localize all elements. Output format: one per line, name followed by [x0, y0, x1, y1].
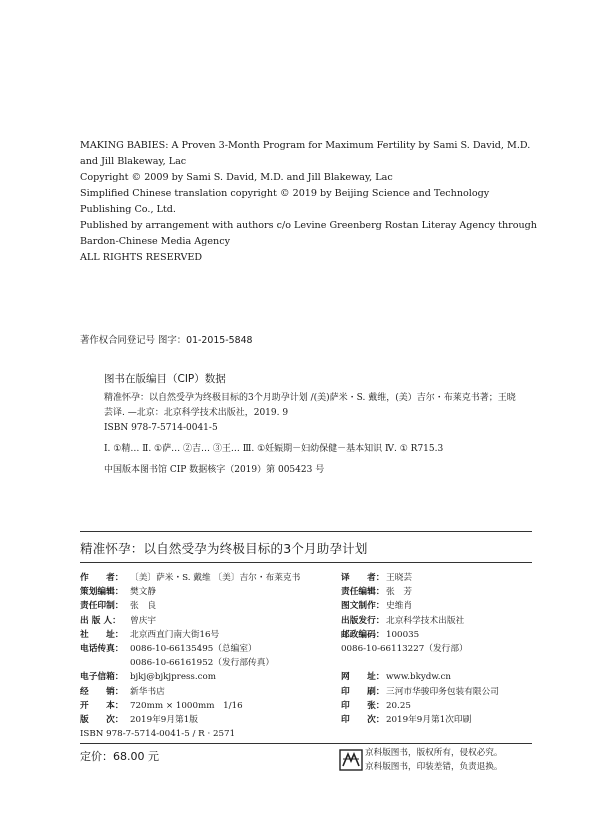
cip-subjects: Ⅰ. ①精… Ⅱ. ①萨… ②吉… ③王… Ⅲ. ①妊娠期－妇幼保健－基本知识 Ⅳ. ① R715.3 — [104, 444, 444, 454]
info-value: 720mm × 1000mm 1/16 — [130, 700, 243, 711]
info-value: 史维肖 — [386, 601, 413, 612]
info-value: 樊文静 — [130, 587, 157, 598]
cip-isbn: ISBN 978-7-5714-0041-5 — [104, 423, 218, 433]
divider-title — [80, 562, 532, 563]
price: 定价：68.00 元 — [80, 750, 159, 763]
info-row-author — [80, 571, 325, 585]
divider-top — [80, 531, 532, 532]
info-label: 策划编辑： — [80, 587, 124, 598]
info-value: 〔美〕萨米・S. 戴维 〔美〕吉尔・布莱克书 — [130, 573, 301, 583]
info-label: 印 张： — [341, 700, 385, 711]
cip-body — [104, 391, 524, 478]
info-row-format — [80, 699, 325, 713]
info-row-translator — [341, 571, 541, 585]
info-label: 印 刷： — [341, 686, 385, 697]
info-value: 20.25 — [386, 700, 411, 711]
info-row-planning-editor — [80, 585, 325, 599]
info-value: 曾庆宇 — [130, 615, 157, 626]
info-row-publisher-person — [80, 614, 325, 628]
info-label: 开 本： — [80, 700, 124, 711]
info-label: 电子信箱： — [80, 672, 124, 683]
info-label: 网 址： — [341, 672, 385, 683]
info-value: 100035 — [386, 629, 420, 640]
info-value: bjkj@bjkjpress.com — [130, 672, 216, 683]
info-row-distributor — [80, 685, 325, 699]
info-row-layout — [341, 599, 541, 613]
info-label: 出 版 人： — [80, 615, 121, 626]
info-row-email — [80, 670, 325, 684]
contract-registration: 著作权合同登记号 图字：01-2015-5848 — [80, 335, 253, 346]
info-value: 张 良 — [130, 601, 157, 612]
info-row-sheets — [341, 699, 541, 713]
info-value: 王晓芸 — [386, 573, 413, 583]
copyright-block — [80, 138, 540, 266]
info-label: 邮政编码： — [341, 629, 385, 640]
info-label: 社 址： — [80, 629, 124, 640]
info-label: 版 次： — [80, 715, 124, 726]
info-row-publisher — [341, 614, 541, 628]
book-title: 精准怀孕：以自然受孕为终极目标的3个月助孕计划 — [80, 541, 368, 556]
info-label: 责任印制： — [80, 601, 124, 612]
info-value: 2019年9月第1次印刷 — [386, 715, 472, 726]
info-row-fax — [80, 656, 325, 670]
copyright-line-arrangement: Published by arrangement with authors c/o Levine Greenberg Rostan Literay Agency through Bardon-Chinese Media Agency — [80, 220, 537, 247]
info-label: 责任编辑： — [341, 587, 385, 598]
info-value: 北京科学技术出版社 — [386, 615, 465, 626]
info-value: 新华书店 — [130, 686, 165, 697]
info-value: 张 芳 — [386, 587, 413, 598]
info-row-edition — [80, 713, 325, 727]
info-value: 0086-10-66113227（发行部） — [341, 644, 468, 655]
copyright-line-rights: ALL RIGHTS RESERVED — [80, 252, 203, 263]
copyright-line-2009: Copyright © 2009 by Sami S. David, M.D. and Jill Blakeway, Lac — [80, 172, 393, 183]
notice-copyright: 京科版图书，版权所有，侵权必究。 — [365, 748, 503, 758]
cip-number: 中国版本图书馆 CIP 数据核字（2019）第 005423 号 — [104, 465, 325, 475]
info-label: 印 次： — [341, 715, 385, 726]
info-row-printing — [341, 713, 541, 727]
info-value: 0086-10-66161952（发行部传真） — [130, 658, 275, 669]
info-label: 电话传真： — [80, 644, 124, 655]
notice-block — [365, 746, 503, 774]
info-label: 图文制作： — [341, 601, 385, 612]
info-row-print-supervisor — [80, 599, 325, 613]
info-label: 作 者： — [80, 573, 124, 583]
copyright-line-translation: Simplified Chinese translation copyright © 2019 by Beijing Science and Technology Publishing Co., Ltd. — [80, 188, 490, 215]
divider-bottom — [80, 743, 532, 744]
info-value: 2019年9月第1版 — [130, 715, 198, 726]
info-row-spacer — [341, 656, 541, 670]
info-label: 译 者： — [341, 573, 385, 583]
info-row-sales-phone — [341, 642, 541, 656]
info-value: 北京西直门南大街16号 — [130, 629, 220, 640]
info-row-printer — [341, 685, 541, 699]
info-label: 出版发行： — [341, 615, 385, 626]
isbn-footer: ISBN 978-7-5714-0041-5 / R · 2571 — [80, 729, 236, 739]
info-row-address — [80, 628, 325, 642]
copyright-line-original: MAKING BABIES: A Proven 3-Month Program for Maximum Fertility by Sami S. David, M.D. and Jill Blakeway, Lac — [80, 140, 531, 167]
notice-replacement: 京科版图书，印装差错，负责退换。 — [365, 762, 503, 772]
info-label: 经 销： — [80, 686, 124, 697]
info-value: 0086-10-66135495（总编室） — [130, 644, 257, 655]
info-right-column — [341, 571, 541, 727]
cip-title: 图书在版编目（CIP）数据 — [104, 373, 226, 385]
publisher-logo-icon — [339, 749, 363, 771]
info-row-responsible-editor — [341, 585, 541, 599]
info-row-website — [341, 670, 541, 684]
info-value: 三河市华骏印务包装有限公司 — [386, 686, 499, 697]
cip-entry: 精准怀孕：以自然受孕为终极目标的3个月助孕计划 /(美)萨米・S. 戴维，(美）吉尔・布莱克书著；王晓芸译. —北京：北京科学技术出版社，2019. 9 — [104, 393, 516, 418]
info-row-phone — [80, 642, 325, 656]
info-row-postcode — [341, 628, 541, 642]
info-left-column — [80, 571, 325, 727]
info-value: www.bkydw.cn — [386, 672, 451, 683]
